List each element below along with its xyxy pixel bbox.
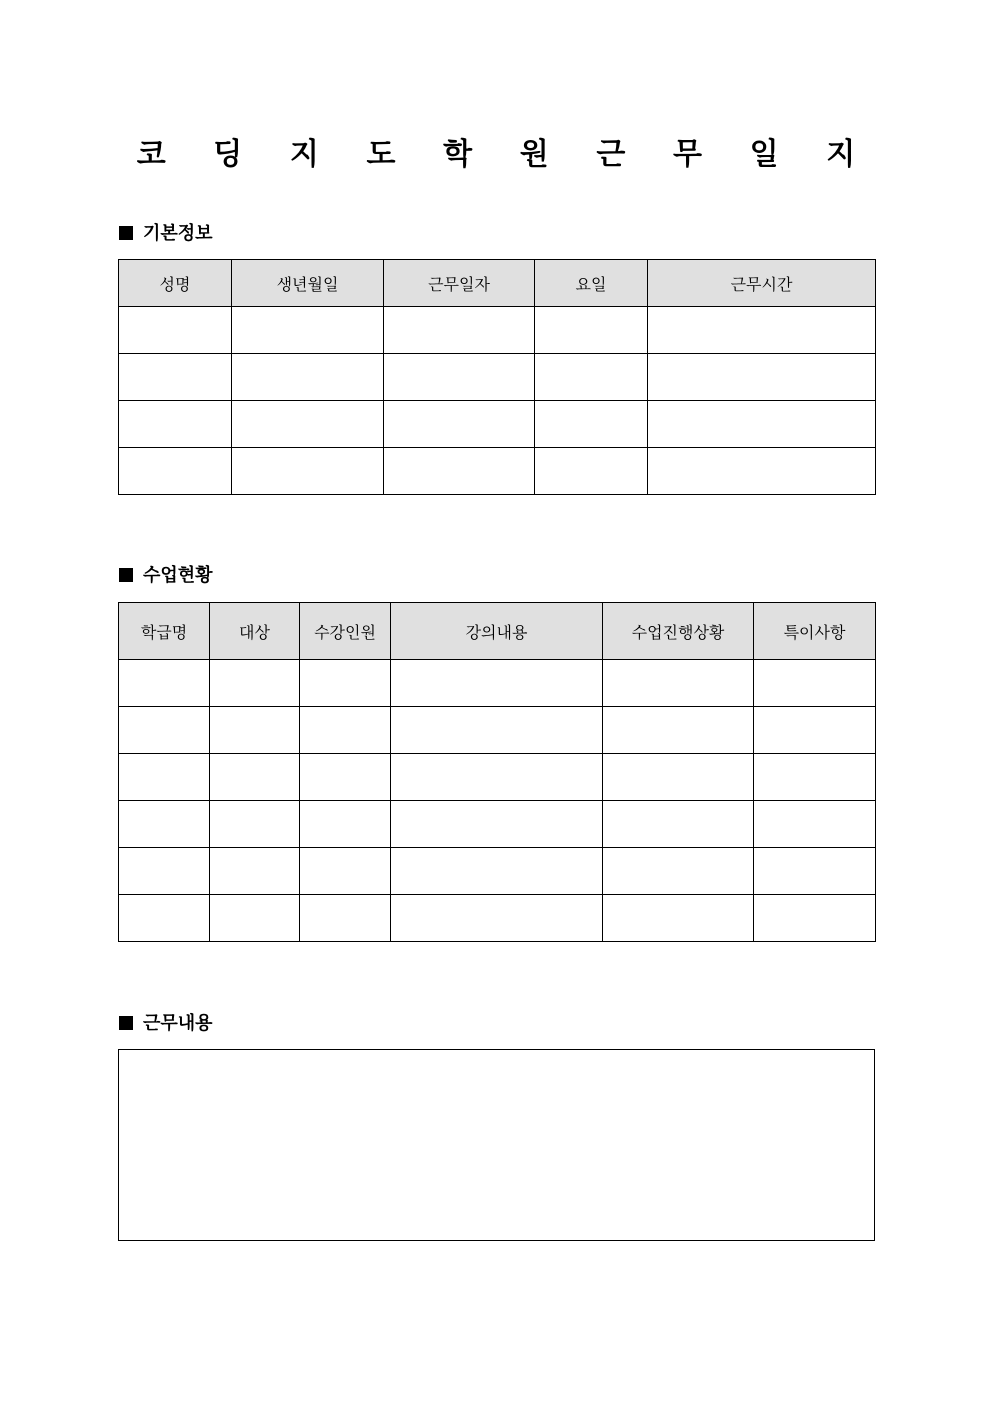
- table-row: [119, 401, 876, 448]
- class-status-table: [118, 602, 876, 942]
- table-cell[interactable]: [391, 707, 603, 754]
- table-cell[interactable]: [119, 660, 210, 707]
- work-content-heading-label: 근무내용: [143, 1013, 213, 1034]
- square-bullet-icon: [119, 568, 133, 582]
- table-cell[interactable]: [535, 354, 648, 401]
- page-title: 코 딩 지 도 학 원 근 무 일 지: [136, 137, 874, 172]
- basic-info-heading-label: 기본정보: [143, 223, 213, 244]
- table-cell[interactable]: [391, 660, 603, 707]
- table-cell[interactable]: [232, 354, 384, 401]
- column-header-work-date: 근무일자: [384, 260, 535, 307]
- table-cell[interactable]: [648, 401, 876, 448]
- table-cell[interactable]: [603, 707, 754, 754]
- table-cell[interactable]: [535, 401, 648, 448]
- table-cell[interactable]: [603, 895, 754, 942]
- work-content-box[interactable]: [118, 1049, 875, 1241]
- column-header-remarks: 특이사항: [754, 603, 876, 660]
- table-cell[interactable]: [300, 660, 391, 707]
- square-bullet-icon: [119, 1016, 133, 1030]
- table-cell[interactable]: [210, 660, 300, 707]
- table-cell[interactable]: [300, 801, 391, 848]
- table-cell[interactable]: [119, 307, 232, 354]
- column-header-work-hours: 근무시간: [648, 260, 876, 307]
- table-row: [119, 354, 876, 401]
- table-cell[interactable]: [648, 448, 876, 495]
- table-cell[interactable]: [391, 848, 603, 895]
- column-header-progress: 수업진행상황: [603, 603, 754, 660]
- table-cell[interactable]: [754, 801, 876, 848]
- table-cell[interactable]: [391, 754, 603, 801]
- table-cell[interactable]: [232, 307, 384, 354]
- basic-info-table: [118, 259, 876, 495]
- table-cell[interactable]: [119, 848, 210, 895]
- table-cell[interactable]: [754, 707, 876, 754]
- table-cell[interactable]: [384, 354, 535, 401]
- table-cell[interactable]: [391, 801, 603, 848]
- column-header-name: 성명: [119, 260, 232, 307]
- table-cell[interactable]: [119, 401, 232, 448]
- table-cell[interactable]: [648, 354, 876, 401]
- table-cell[interactable]: [232, 401, 384, 448]
- column-header-enrollment: 수강인원: [300, 603, 391, 660]
- table-cell[interactable]: [384, 307, 535, 354]
- column-header-target: 대상: [210, 603, 300, 660]
- table-cell[interactable]: [648, 307, 876, 354]
- work-content-heading: [119, 1012, 213, 1036]
- table-cell[interactable]: [754, 895, 876, 942]
- table-cell[interactable]: [603, 660, 754, 707]
- table-cell[interactable]: [391, 895, 603, 942]
- class-status-header-row: [119, 603, 876, 660]
- table-cell[interactable]: [210, 848, 300, 895]
- table-cell[interactable]: [210, 754, 300, 801]
- table-cell[interactable]: [300, 895, 391, 942]
- table-cell[interactable]: [754, 848, 876, 895]
- table-cell[interactable]: [119, 801, 210, 848]
- table-cell[interactable]: [300, 754, 391, 801]
- column-header-lecture-content: 강의내용: [391, 603, 603, 660]
- table-cell[interactable]: [232, 448, 384, 495]
- table-cell[interactable]: [603, 754, 754, 801]
- table-cell[interactable]: [603, 848, 754, 895]
- column-header-weekday: 요일: [535, 260, 648, 307]
- table-cell[interactable]: [119, 754, 210, 801]
- table-cell[interactable]: [119, 354, 232, 401]
- table-cell[interactable]: [119, 895, 210, 942]
- table-cell[interactable]: [210, 895, 300, 942]
- table-row: [119, 801, 876, 848]
- column-header-birthdate: 생년월일: [232, 260, 384, 307]
- table-cell[interactable]: [119, 707, 210, 754]
- basic-info-header-row: [119, 260, 876, 307]
- table-row: [119, 307, 876, 354]
- table-row: [119, 660, 876, 707]
- table-cell[interactable]: [754, 660, 876, 707]
- table-cell[interactable]: [300, 707, 391, 754]
- column-header-class-name: 학급명: [119, 603, 210, 660]
- table-row: [119, 895, 876, 942]
- table-cell[interactable]: [384, 448, 535, 495]
- basic-info-heading: [119, 222, 213, 246]
- table-cell[interactable]: [754, 754, 876, 801]
- table-cell[interactable]: [210, 801, 300, 848]
- class-status-heading: [119, 564, 213, 588]
- table-cell[interactable]: [300, 848, 391, 895]
- table-cell[interactable]: [210, 707, 300, 754]
- square-bullet-icon: [119, 226, 133, 240]
- table-row: [119, 707, 876, 754]
- table-cell[interactable]: [119, 448, 232, 495]
- table-cell[interactable]: [603, 801, 754, 848]
- table-row: [119, 448, 876, 495]
- table-cell[interactable]: [384, 401, 535, 448]
- table-row: [119, 754, 876, 801]
- class-status-heading-label: 수업현황: [143, 565, 213, 586]
- table-cell[interactable]: [535, 448, 648, 495]
- table-row: [119, 848, 876, 895]
- table-cell[interactable]: [535, 307, 648, 354]
